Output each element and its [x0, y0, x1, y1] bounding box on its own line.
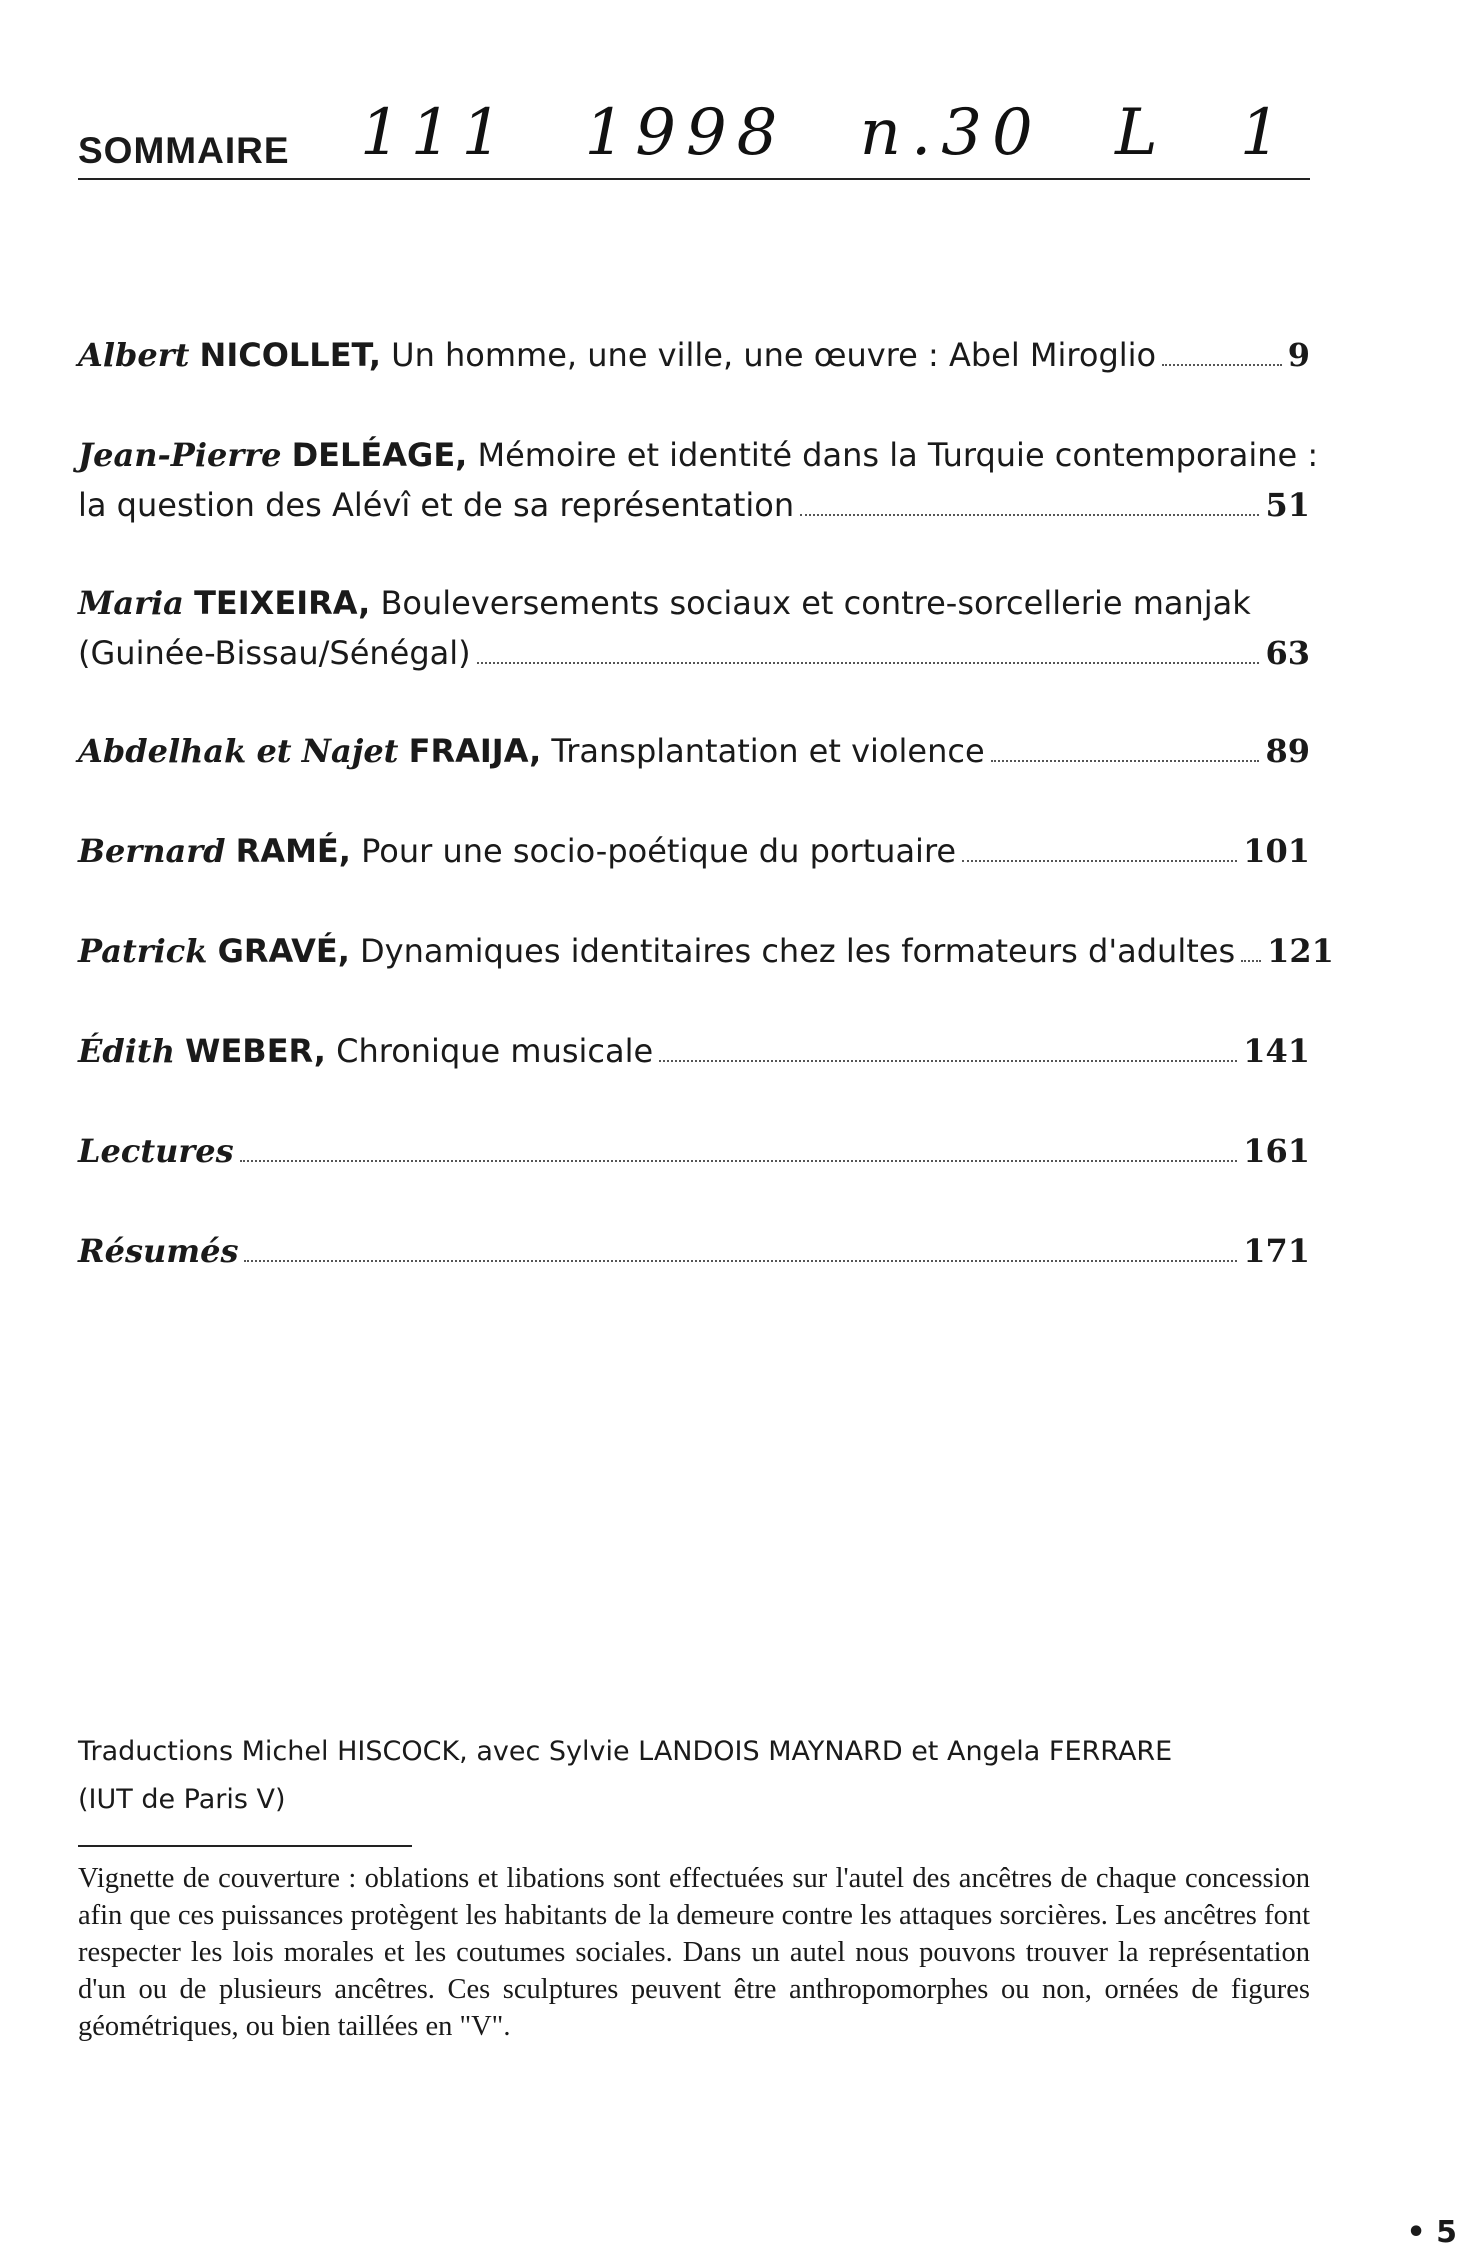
- toc-entry-resumes[interactable]: [78, 1226, 1310, 1276]
- page-number: 89: [1265, 732, 1310, 770]
- toc-entry-grave[interactable]: [78, 926, 1334, 976]
- article-title: Bouleversements sociaux et contre-sorcellerie manjak: [380, 584, 1251, 622]
- dot-leader: [477, 662, 1260, 664]
- author-first-name: Albert: [78, 336, 190, 374]
- toc-entry-line: [78, 330, 1310, 380]
- toc-entry-line-2: [78, 628, 1310, 678]
- page-folio: • 5: [1406, 2215, 1457, 2250]
- toc-entry-line: [78, 578, 1310, 628]
- dot-leader: [991, 760, 1260, 762]
- dot-leader: [962, 860, 1237, 862]
- page-number: 51: [1265, 486, 1310, 524]
- toc-entry-deleage[interactable]: [78, 430, 1319, 530]
- author-last-name: NICOLLET,: [199, 336, 381, 374]
- article-title: Un homme, une ville, une œuvre : Abel Miroglio: [391, 336, 1157, 374]
- page-number: 171: [1243, 1232, 1310, 1270]
- author-first-name-2: Najet: [301, 732, 399, 770]
- page-number: 141: [1243, 1032, 1310, 1070]
- article-title: Pour une socio-poétique du portuaire: [361, 832, 957, 870]
- author-first-name: Maria: [78, 584, 184, 622]
- toc-entry-line: [78, 1126, 1310, 1176]
- author-first-name: Jean-Pierre: [78, 436, 282, 474]
- toc-entry-line: [78, 926, 1334, 976]
- toc-entry-teixeira[interactable]: [78, 578, 1310, 678]
- toc-entry-line: [78, 1226, 1310, 1276]
- handwritten-annotation: 111 1998 n.30 L 1: [360, 96, 1291, 170]
- dot-leader: [240, 1160, 1238, 1162]
- page-number: 63: [1265, 634, 1310, 672]
- section-title: Résumés: [78, 1232, 239, 1270]
- toc-entry-line: [78, 826, 1310, 876]
- toc-entry-weber[interactable]: [78, 1026, 1310, 1076]
- translation-credits: [78, 1728, 1318, 1824]
- toc-entry-line: [78, 430, 1319, 480]
- dot-leader: [244, 1260, 1237, 1262]
- article-title: Transplantation et violence: [551, 732, 985, 770]
- dot-leader: [1162, 364, 1282, 366]
- article-title: Mémoire et identité dans la Turquie contemporaine :: [477, 436, 1319, 474]
- page-number: 161: [1243, 1132, 1310, 1170]
- author-last-name: DELÉAGE,: [291, 436, 468, 474]
- dot-leader: [1241, 960, 1261, 962]
- author-first-name: Édith: [78, 1032, 175, 1070]
- author-first-name: Bernard: [78, 832, 226, 870]
- author-last-name: WEBER,: [185, 1032, 326, 1070]
- author-first-name: Abdelhak: [78, 732, 247, 770]
- toc-entry-line: [78, 1026, 1310, 1076]
- toc-entry-lectures[interactable]: [78, 1126, 1310, 1176]
- author-last-name: RAMÉ,: [235, 832, 351, 870]
- author-first-name: Patrick: [78, 932, 208, 970]
- page-header: [78, 95, 1310, 180]
- toc-entry-line: [78, 726, 1310, 776]
- dot-leader: [800, 514, 1259, 516]
- toc-entry-line-2: [78, 480, 1310, 530]
- toc-entry-fraija[interactable]: [78, 726, 1310, 776]
- author-conjunction: et: [256, 732, 292, 770]
- page-number: 9: [1287, 336, 1310, 374]
- page-title: SOMMAIRE: [78, 130, 290, 171]
- author-last-name: FRAIJA,: [408, 732, 542, 770]
- credits-line-1: Traductions Michel HISCOCK, avec Sylvie LANDOIS MAYNARD et Angela FERRARE: [78, 1736, 1173, 1767]
- page-number: 121: [1267, 932, 1334, 970]
- article-title-continued: la question des Alévî et de sa représentation: [78, 486, 795, 524]
- page-number: 101: [1243, 832, 1310, 870]
- cover-caption: Vignette de couverture : oblations et libations sont effectuées sur l'autel des ancêtres de chaque concession afin que ces puissances protègent les habitants de la demeure contre les attaques sorcières. Les ancêtres font respecter les lois morales et les coutumes sociales. Dans un autel nous pouvons trouver la représentation d'un ou de plusieurs ancêtres. Ces sculptures peuvent être anthropomorphes ou non, ornées de figures géométriques, ou bien taillées en "V".: [78, 1863, 1310, 2042]
- author-last-name: GRAVÉ,: [217, 932, 350, 970]
- article-title: Chronique musicale: [336, 1032, 654, 1070]
- section-title: Lectures: [78, 1132, 234, 1170]
- toc-entry-nicollet[interactable]: [78, 330, 1310, 380]
- article-title: Dynamiques identitaires chez les formateurs d'adultes: [360, 932, 1236, 970]
- toc-entry-rame[interactable]: [78, 826, 1310, 876]
- dot-leader: [659, 1060, 1237, 1062]
- credits-line-2: (IUT de Paris V): [78, 1784, 286, 1815]
- footnote-separator: [78, 1845, 412, 1847]
- author-last-name: TEIXEIRA,: [194, 584, 371, 622]
- article-title-continued: (Guinée-Bissau/Sénégal): [78, 634, 471, 672]
